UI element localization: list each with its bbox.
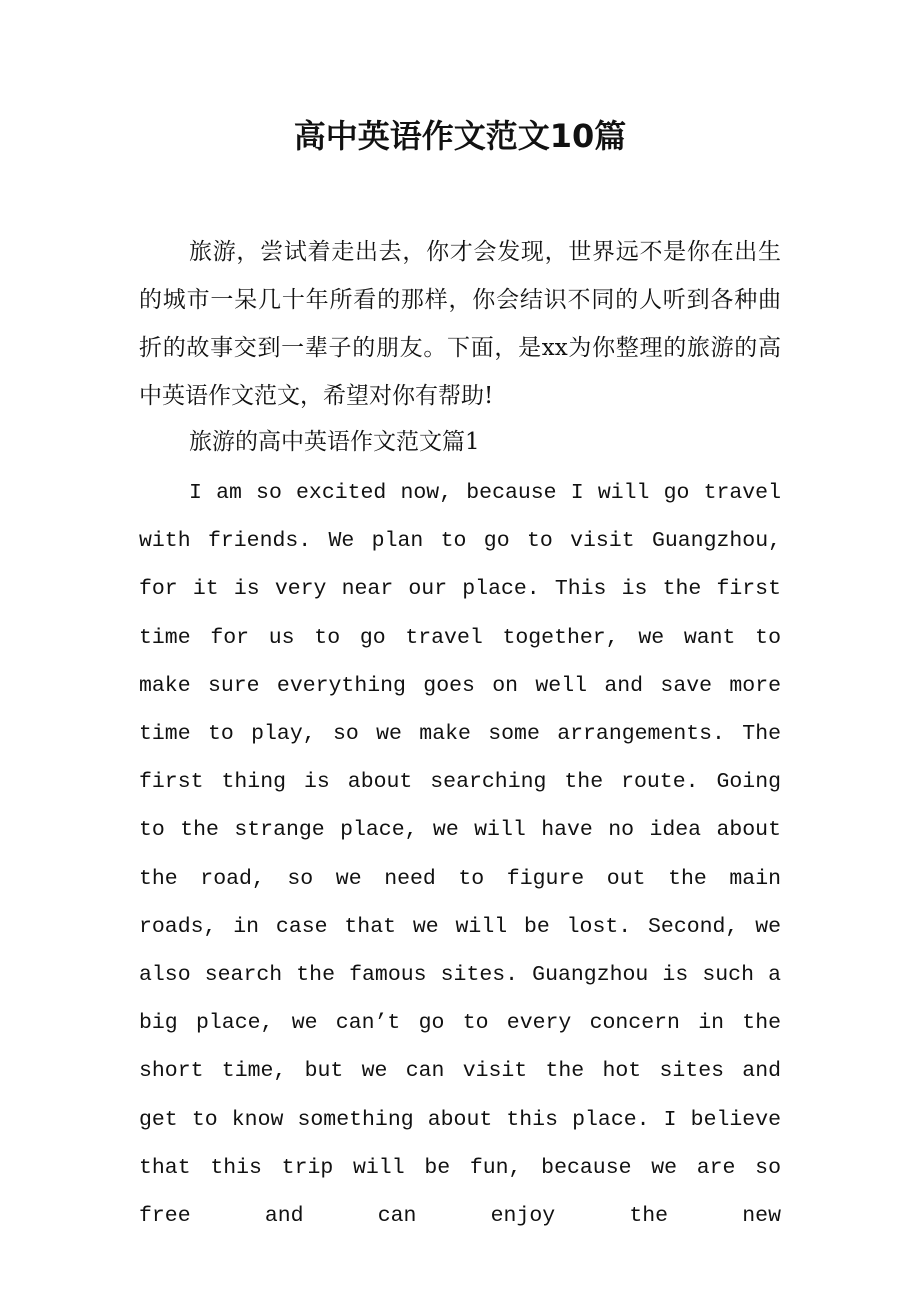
document-title: 高中英语作文范文10篇 bbox=[293, 117, 627, 155]
section-heading: 旅游的高中英语作文范文篇1 bbox=[189, 429, 480, 455]
intro-paragraph: 旅游，尝试着走出去，你才会发现，世界远不是你在出生的城市一呆几十年所看的那样，你会结识不同的人听到各种曲折的故事交到一辈子的朋友。下面，是xx为你整理的旅游的高中英语作文范文，希望对你有帮助! bbox=[139, 239, 781, 409]
essay-paragraph: I am so excited now, because I will go travel with friends. We plan to go to visit Guangzhou, for it is very near our place. This is the first time for us to go travel together, we want to make sure everything goes on well and save more time to play, so we make some arrangements. The first thing is about searching the route. Going to the strange place, we will have no idea about the road, so we need to figure out the main roads, in case that we will be lost. Second, we also search the famous sites. Guangzhou is such a big place, we can’t go to every concern in the short time, but we can visit the hot sites and get to know something about this place. I believe that this trip will be fun, because we are so free and can enjoy the new bbox=[139, 481, 781, 1229]
